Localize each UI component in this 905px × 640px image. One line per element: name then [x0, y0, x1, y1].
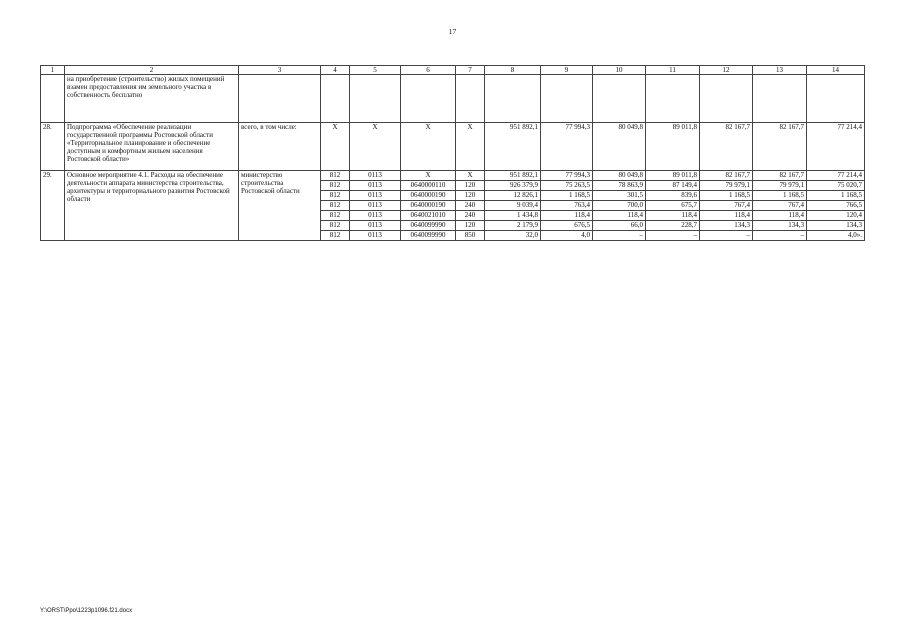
- column-header: 8: [485, 66, 541, 75]
- column-header: 3: [239, 66, 321, 75]
- code-cell: 120: [456, 181, 485, 191]
- value-cell: 77 994,3: [541, 123, 593, 171]
- value-cell: 118,4: [753, 211, 807, 221]
- row-number-cell: 29.: [41, 171, 65, 241]
- value-cell: 134,3: [807, 221, 865, 231]
- code-cell: 812: [321, 171, 350, 181]
- code-cell: X: [456, 171, 485, 181]
- code-cell: 0113: [350, 181, 401, 191]
- value-cell: 118,4: [700, 211, 753, 221]
- value-cell: 700,0: [593, 201, 646, 211]
- value-cell: 118,4: [646, 211, 700, 221]
- value-cell: 75 263,5: [541, 181, 593, 191]
- code-cell: X: [401, 123, 456, 171]
- value-cell: –: [646, 231, 700, 241]
- description-cell: на приобретение (строительство) жилых помещений взамен предоставления им земельного участка в собственность бесплатно: [65, 75, 239, 123]
- value-cell: 1 434,8: [485, 211, 541, 221]
- value-cell: 87 149,4: [646, 181, 700, 191]
- empty-cell: [485, 75, 541, 123]
- value-cell: 66,0: [593, 221, 646, 231]
- value-cell: 82 167,7: [753, 171, 807, 181]
- value-cell: 89 011,8: [646, 123, 700, 171]
- value-cell: 951 892,1: [485, 123, 541, 171]
- code-cell: 0640021010: [401, 211, 456, 221]
- code-cell: 0640000190: [401, 191, 456, 201]
- code-cell: 0113: [350, 211, 401, 221]
- code-cell: 0113: [350, 221, 401, 231]
- value-cell: 82 167,7: [753, 123, 807, 171]
- code-cell: X: [401, 171, 456, 181]
- value-cell: 82 167,7: [700, 123, 753, 171]
- value-cell: –: [593, 231, 646, 241]
- code-cell: 0640099990: [401, 231, 456, 241]
- value-cell: 118,4: [541, 211, 593, 221]
- code-cell: X: [321, 123, 350, 171]
- code-cell: X: [456, 123, 485, 171]
- value-cell: 301,5: [593, 191, 646, 201]
- code-cell: 0640000110: [401, 181, 456, 191]
- header-row: [41, 66, 865, 75]
- value-cell: 2 179,9: [485, 221, 541, 231]
- column-header: 13: [753, 66, 807, 75]
- value-cell: 9 039,4: [485, 201, 541, 211]
- code-cell: 120: [456, 221, 485, 231]
- column-header: 14: [807, 66, 865, 75]
- value-cell: 1 168,5: [541, 191, 593, 201]
- page-number: 17: [448, 27, 457, 36]
- value-cell: 79 979,1: [753, 181, 807, 191]
- value-cell: 767,4: [753, 201, 807, 211]
- code-cell: 0113: [350, 231, 401, 241]
- description-cell: Основное мероприятие 4.1. Расходы на обеспечение деятельности аппарата министерства строительства, архитектуры и территориального развития Ростовской области: [65, 171, 239, 241]
- value-cell: 89 011,8: [646, 171, 700, 181]
- empty-cell: [401, 75, 456, 123]
- description-cell: Подпрограмма «Обеспечение реализации государственной программы Ростовской области «Территориальное планирование и обеспечение доступным и комфортным жильем населения Ростовской области»: [65, 123, 239, 171]
- column-header: 1: [41, 66, 65, 75]
- column-header: 12: [700, 66, 753, 75]
- code-cell: 0113: [350, 201, 401, 211]
- code-cell: 812: [321, 201, 350, 211]
- value-cell: 80 049,8: [593, 171, 646, 181]
- row-number-cell: 28.: [41, 123, 65, 171]
- empty-cell: [593, 75, 646, 123]
- empty-cell: [700, 75, 753, 123]
- value-cell: 77 994,3: [541, 171, 593, 181]
- column-header: 4: [321, 66, 350, 75]
- value-cell: 118,4: [593, 211, 646, 221]
- code-cell: 0640099990: [401, 221, 456, 231]
- code-cell: 812: [321, 191, 350, 201]
- value-cell: 1 168,5: [807, 191, 865, 201]
- code-cell: X: [350, 123, 401, 171]
- value-cell: 80 049,8: [593, 123, 646, 171]
- column-header: 9: [541, 66, 593, 75]
- code-cell: 812: [321, 211, 350, 221]
- empty-cell: [807, 75, 865, 123]
- value-cell: –: [753, 231, 807, 241]
- value-cell: 4,0».: [807, 231, 865, 241]
- column-header: 5: [350, 66, 401, 75]
- empty-cell: [239, 75, 321, 123]
- row-number-cell: [41, 75, 65, 123]
- value-cell: 1 168,5: [753, 191, 807, 201]
- table-row: [41, 123, 865, 171]
- executor-cell: всего, в том числе:: [239, 123, 321, 171]
- value-cell: 82 167,7: [700, 171, 753, 181]
- value-cell: 75 020,7: [807, 181, 865, 191]
- column-header: 2: [65, 66, 239, 75]
- code-cell: 120: [456, 191, 485, 201]
- budget-table: [40, 65, 865, 241]
- value-cell: 32,0: [485, 231, 541, 241]
- code-cell: 0640000190: [401, 201, 456, 211]
- code-cell: 240: [456, 201, 485, 211]
- code-cell: 240: [456, 211, 485, 221]
- empty-cell: [350, 75, 401, 123]
- value-cell: 676,5: [541, 221, 593, 231]
- empty-cell: [456, 75, 485, 123]
- empty-cell: [753, 75, 807, 123]
- value-cell: 134,3: [753, 221, 807, 231]
- value-cell: 4,0: [541, 231, 593, 241]
- code-cell: 850: [456, 231, 485, 241]
- value-cell: –: [700, 231, 753, 241]
- value-cell: 926 379,9: [485, 181, 541, 191]
- value-cell: 767,4: [700, 201, 753, 211]
- empty-cell: [321, 75, 350, 123]
- value-cell: 120,4: [807, 211, 865, 221]
- column-header: 7: [456, 66, 485, 75]
- value-cell: 763,4: [541, 201, 593, 211]
- value-cell: 1 168,5: [700, 191, 753, 201]
- code-cell: 0113: [350, 191, 401, 201]
- table-row: [41, 75, 865, 123]
- value-cell: 79 979,1: [700, 181, 753, 191]
- value-cell: 134,3: [700, 221, 753, 231]
- code-cell: 0113: [350, 171, 401, 181]
- value-cell: 12 826,1: [485, 191, 541, 201]
- footer-file-path: Y:\ORST\Ppo\1223p1096.f21.docx: [40, 608, 133, 614]
- value-cell: 77 214,4: [807, 123, 865, 171]
- value-cell: 766,5: [807, 201, 865, 211]
- column-header: 6: [401, 66, 456, 75]
- column-header: 11: [646, 66, 700, 75]
- value-cell: 839,6: [646, 191, 700, 201]
- code-cell: 812: [321, 231, 350, 241]
- value-cell: 228,7: [646, 221, 700, 231]
- value-cell: 78 863,9: [593, 181, 646, 191]
- code-cell: 812: [321, 221, 350, 231]
- code-cell: 812: [321, 181, 350, 191]
- value-cell: 77 214,4: [807, 171, 865, 181]
- empty-cell: [541, 75, 593, 123]
- executor-cell: министерство строительства Ростовской области: [239, 171, 321, 241]
- column-header: 10: [593, 66, 646, 75]
- empty-cell: [646, 75, 700, 123]
- value-cell: 675,7: [646, 201, 700, 211]
- value-cell: 951 892,1: [485, 171, 541, 181]
- table-row: [41, 171, 865, 181]
